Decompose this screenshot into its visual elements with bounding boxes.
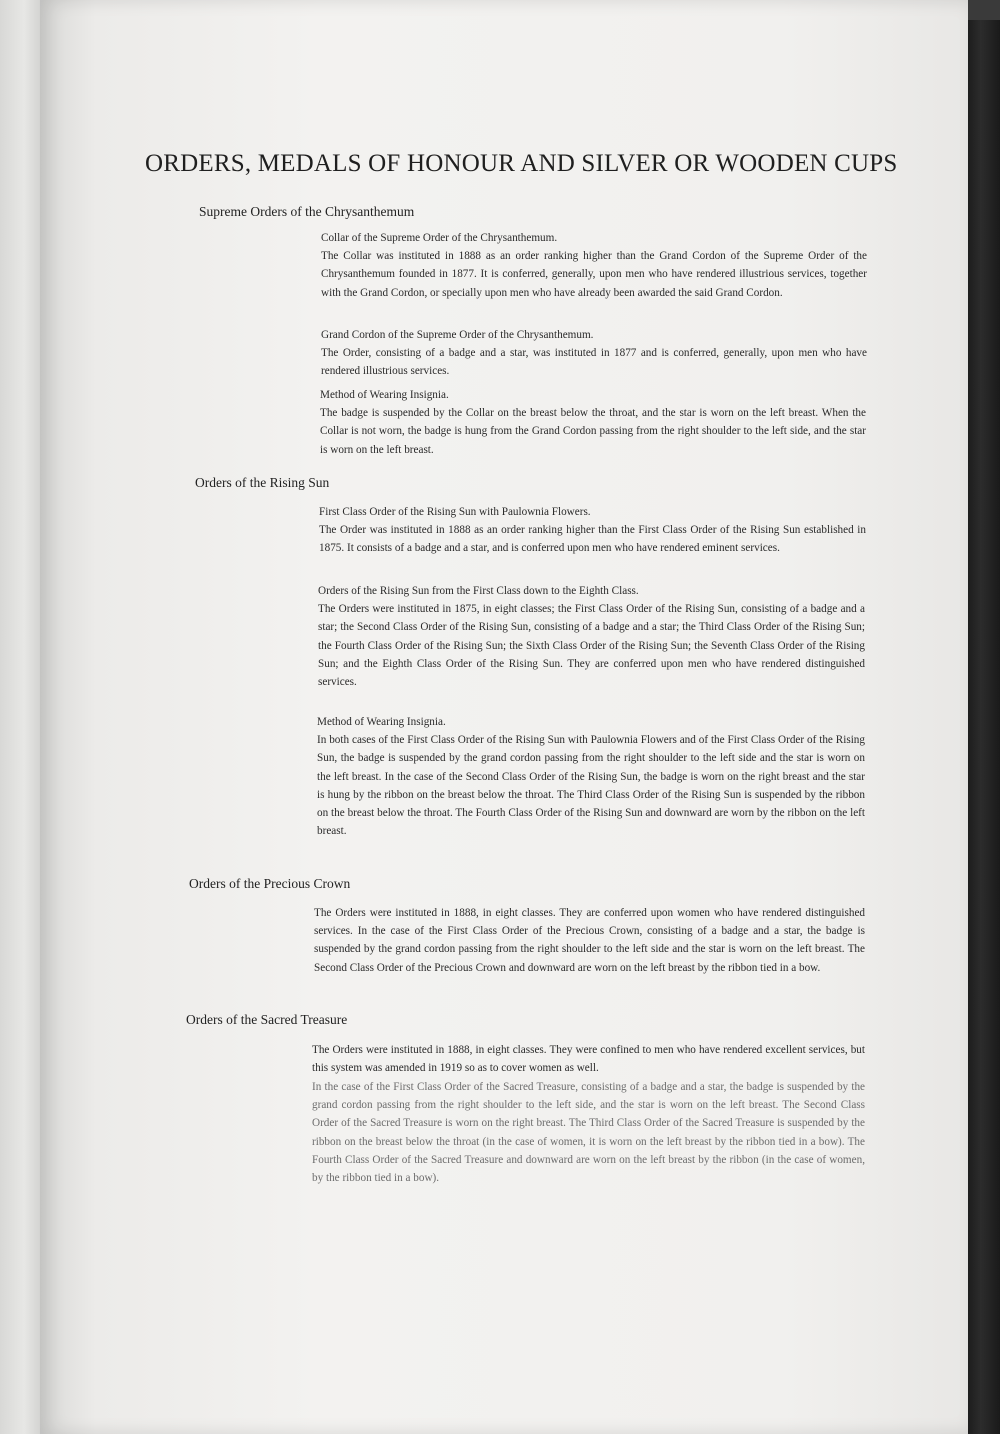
- block-heading: Collar of the Supreme Order of the Chrysanthemum.: [321, 232, 558, 244]
- page-title: ORDERS, MEDALS OF HONOUR AND SILVER OR WOODEN CUPS: [145, 150, 898, 177]
- block-heading: Method of Wearing Insignia.: [317, 716, 446, 728]
- block-paragraph: In the case of the First Class Order of the Sacred Treasure, consisting of a badge and a star, the badge is suspended by the grand cordon passing from the right shoulder to the left side, and the star is worn on the left breast. The Second Class Order of the Sacred Treasure is worn on the right breast. The Third Class Order of the Sacred Treasure is suspended by the ribbon on the breast below the throat (in the case of women, it is worn on the left breast by the ribbon tied in a bow). The Fourth Class Order of the Sacred Treasure and downward are worn on the left breast by the ribbon (in the case of women, by the ribbon tied in a bow).: [312, 1081, 865, 1185]
- block-paragraph: The Orders were instituted in 1875, in eight classes; the First Class Order of the Rising Sun, consisting of a badge and a star; the Second Class Order of the Rising Sun, consisting of a badge and a star; the Third Class Order of the Rising Sun; the Fourth Class Order of the Rising Sun; the Sixth Class Order of the Rising Sun; the Seventh Class Order of the Rising Sun; and the Eighth Class Order of the Rising Sun. They are conferred upon men who have rendered distinguished services.: [318, 603, 865, 689]
- text-block: [312, 1041, 865, 1077]
- block-paragraph: The badge is suspended by the Collar on the breast below the throat, and the star is worn on the left breast. When the Collar is not worn, the badge is hung from the Grand Cordon passing from the right shoulder to the left side, and the star is worn on the left breast.: [320, 407, 866, 456]
- block-paragraph: The Orders were instituted in 1888, in eight classes. They are conferred upon women who have rendered distinguished services. In the case of the First Class Order of the Precious Crown, consisting of a badge and a star, the badge is suspended by the grand cordon passing from the right shoulder to the left side and the star is worn on the left breast. The Second Class Order of the Precious Crown and downward are worn on the left breast by the ribbon tied in a bow.: [314, 907, 865, 974]
- text-block: [321, 326, 867, 381]
- book-spine: [0, 0, 44, 1434]
- block-paragraph: In both cases of the First Class Order of the Rising Sun with Paulownia Flowers and of the First Class Order of the Rising Sun, the badge is suspended by the grand cordon passing from the right shoulder to the left side and the star is worn on the left breast. In the case of the Second Class Order of the Rising Sun, the badge is worn on the right breast and the star is hung by the ribbon on the breast below the throat. The Third Class Order of the Rising Sun is suspended by the ribbon on the breast below the throat. The Fourth Class Order of the Rising Sun and downward are worn by the ribbon on the left breast.: [317, 734, 865, 838]
- block-heading: First Class Order of the Rising Sun with Paulownia Flowers.: [319, 506, 591, 518]
- section-heading-rising-sun: Orders of the Rising Sun: [195, 475, 330, 490]
- text-block: [320, 386, 866, 459]
- section-heading-precious-crown: Orders of the Precious Crown: [189, 876, 351, 891]
- text-block: [312, 1078, 865, 1187]
- book-cover-edge: [968, 20, 1000, 1434]
- text-block: [314, 904, 865, 977]
- block-paragraph: The Orders were instituted in 1888, in eight classes. They were confined to men who have rendered excellent services, but this system was amended in 1919 so as to cover women as well.: [312, 1044, 865, 1075]
- text-block: [318, 582, 865, 691]
- text-block: [321, 229, 867, 302]
- block-heading: Orders of the Rising Sun from the First Class down to the Eighth Class.: [318, 585, 639, 597]
- text-block: [319, 503, 866, 558]
- text-block: [317, 713, 865, 840]
- section-heading-sacred-treasure: Orders of the Sacred Treasure: [186, 1012, 348, 1027]
- block-paragraph: The Order was instituted in 1888 as an order ranking higher than the First Class Order of the Rising Sun established in 1875. It consists of a badge and a star, and is conferred upon men who have rendered eminent services.: [319, 524, 866, 555]
- block-paragraph: The Collar was instituted in 1888 as an order ranking higher than the Grand Cordon of the Supreme Order of the Chrysanthemum founded in 1877. It is conferred, generally, upon men who have rendered illustrious services, together with the Grand Cordon, or specially upon men who have already been awarded the said Grand Cordon.: [321, 250, 867, 299]
- section-heading-chrysanthemum: Supreme Orders of the Chrysanthemum: [199, 204, 415, 219]
- block-paragraph: The Order, consisting of a badge and a star, was instituted in 1877 and is conferred, generally, upon men who have rendered illustrious services.: [321, 347, 867, 378]
- block-heading: Grand Cordon of the Supreme Order of the Chrysanthemum.: [321, 329, 594, 341]
- block-heading: Method of Wearing Insignia.: [320, 389, 449, 401]
